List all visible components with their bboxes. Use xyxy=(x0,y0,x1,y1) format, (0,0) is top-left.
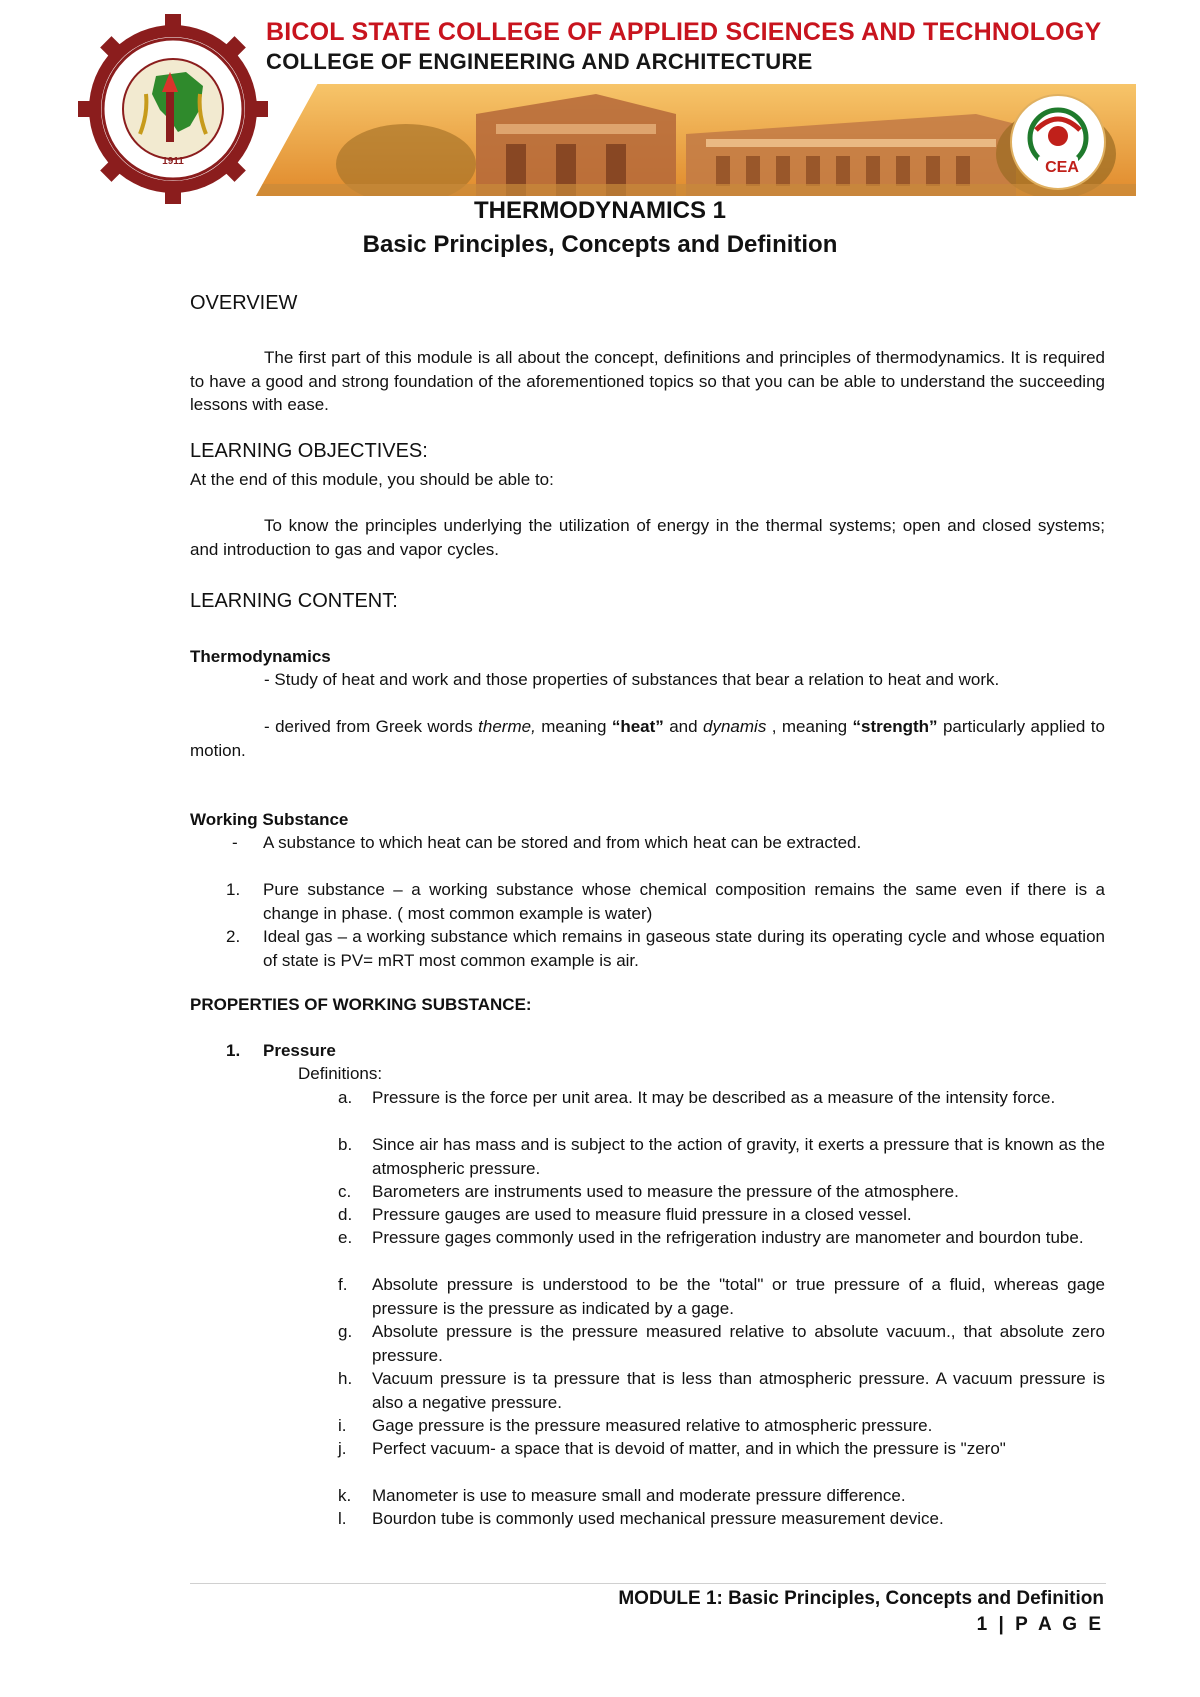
definitions-label: Definitions: xyxy=(298,1064,383,1083)
objectives-intro: At the end of this module, you should be able to: xyxy=(190,470,554,489)
list-item: j. Perfect vacuum- a space that is devoid of matter, and in which the pressure is "zero" xyxy=(338,1439,1006,1458)
campus-banner-image xyxy=(256,84,1136,196)
list-item: a. Pressure is the force per unit area. It may be described as a measure of the intensity force. xyxy=(338,1088,1056,1107)
list-item: 1. Pure substance – a working substance whose chemical composition remains the same even if there is a change in phase. ( most common example is water) xyxy=(226,880,1105,923)
footer-page-number: 1 | P A G E xyxy=(976,1614,1104,1635)
list-item: h. Vacuum pressure is ta pressure that is less than atmospheric pressure. A vacuum pressure is also a negative pressure. xyxy=(338,1369,1105,1412)
document-title: THERMODYNAMICS 1 xyxy=(473,197,726,224)
list-item: b. Since air has mass and is subject to the action of gravity, it exerts a pressure that is known as the atmospheric pressure. xyxy=(338,1135,1105,1178)
thermodynamics-heading: Thermodynamics xyxy=(190,647,331,666)
cea-logo xyxy=(1010,94,1106,190)
list-item: k. Manometer is use to measure small and moderate pressure difference. xyxy=(338,1486,906,1505)
document-subtitle: Basic Principles, Concepts and Definition xyxy=(362,231,838,258)
overview-paragraph: The first part of this module is all about the concept, definitions and principles of thermodynamics. It is required to have a good and strong foundation of the aforementioned topics so that you can be able to understand the succeeding lessons with ease. xyxy=(190,348,1105,414)
list-item: 2. Ideal gas – a working substance which remains in gaseous state during its operating cycle and whose equation of state is PV= mRT most common example is air. xyxy=(226,927,1105,970)
footer-divider xyxy=(190,1583,1106,1584)
thermodynamics-definition-2: - derived from Greek words therme, meaning “heat” and dynamis , meaning “strength” particularly applied to motion. xyxy=(190,717,1105,760)
list-item: f. Absolute pressure is understood to be the "total" or true pressure of a fluid, whereas gage pressure is the pressure as indicated by a gage. xyxy=(338,1275,1105,1318)
pressure-heading: 1. Pressure xyxy=(226,1041,336,1060)
working-substance-definition: - A substance to which heat can be stored and from which heat can be extracted. xyxy=(232,833,862,852)
objectives-paragraph: To know the principles underlying the utilization of energy in the thermal systems; open and closed systems; and introduction to gas and vapor cycles. xyxy=(190,516,1105,559)
properties-heading: PROPERTIES OF WORKING SUBSTANCE: xyxy=(190,995,532,1014)
objectives-heading: LEARNING OBJECTIVES: xyxy=(190,440,428,462)
list-item: d. Pressure gauges are used to measure fluid pressure in a closed vessel. xyxy=(338,1205,912,1224)
cea-logo-text: CEA xyxy=(1045,159,1079,176)
list-item: e. Pressure gages commonly used in the refrigeration industry are manometer and bourdon tube. xyxy=(338,1228,1084,1247)
college-name: COLLEGE OF ENGINEERING AND ARCHITECTURE xyxy=(266,49,813,74)
thermodynamics-definition-1: - Study of heat and work and those properties of substances that bear a relation to heat and work. xyxy=(264,670,1000,689)
overview-heading: OVERVIEW xyxy=(190,292,298,314)
content-heading: LEARNING CONTENT: xyxy=(190,590,398,612)
footer-module-title: MODULE 1: Basic Principles, Concepts and Definition xyxy=(618,1588,1104,1609)
college-seal-logo xyxy=(78,14,268,204)
list-item: l. Bourdon tube is commonly used mechanical pressure measurement device. xyxy=(338,1509,944,1528)
list-item: i. Gage pressure is the pressure measured relative to atmospheric pressure. xyxy=(338,1416,933,1435)
university-name: BICOL STATE COLLEGE OF APPLIED SCIENCES AND TECHNOLOGY xyxy=(266,18,1102,46)
seal-year: 1911 xyxy=(162,156,184,167)
list-item: g. Absolute pressure is the pressure measured relative to absolute vacuum., that absolute zero pressure. xyxy=(338,1322,1105,1365)
list-item: c. Barometers are instruments used to measure the pressure of the atmosphere. xyxy=(338,1182,959,1201)
working-substance-heading: Working Substance xyxy=(190,810,349,829)
